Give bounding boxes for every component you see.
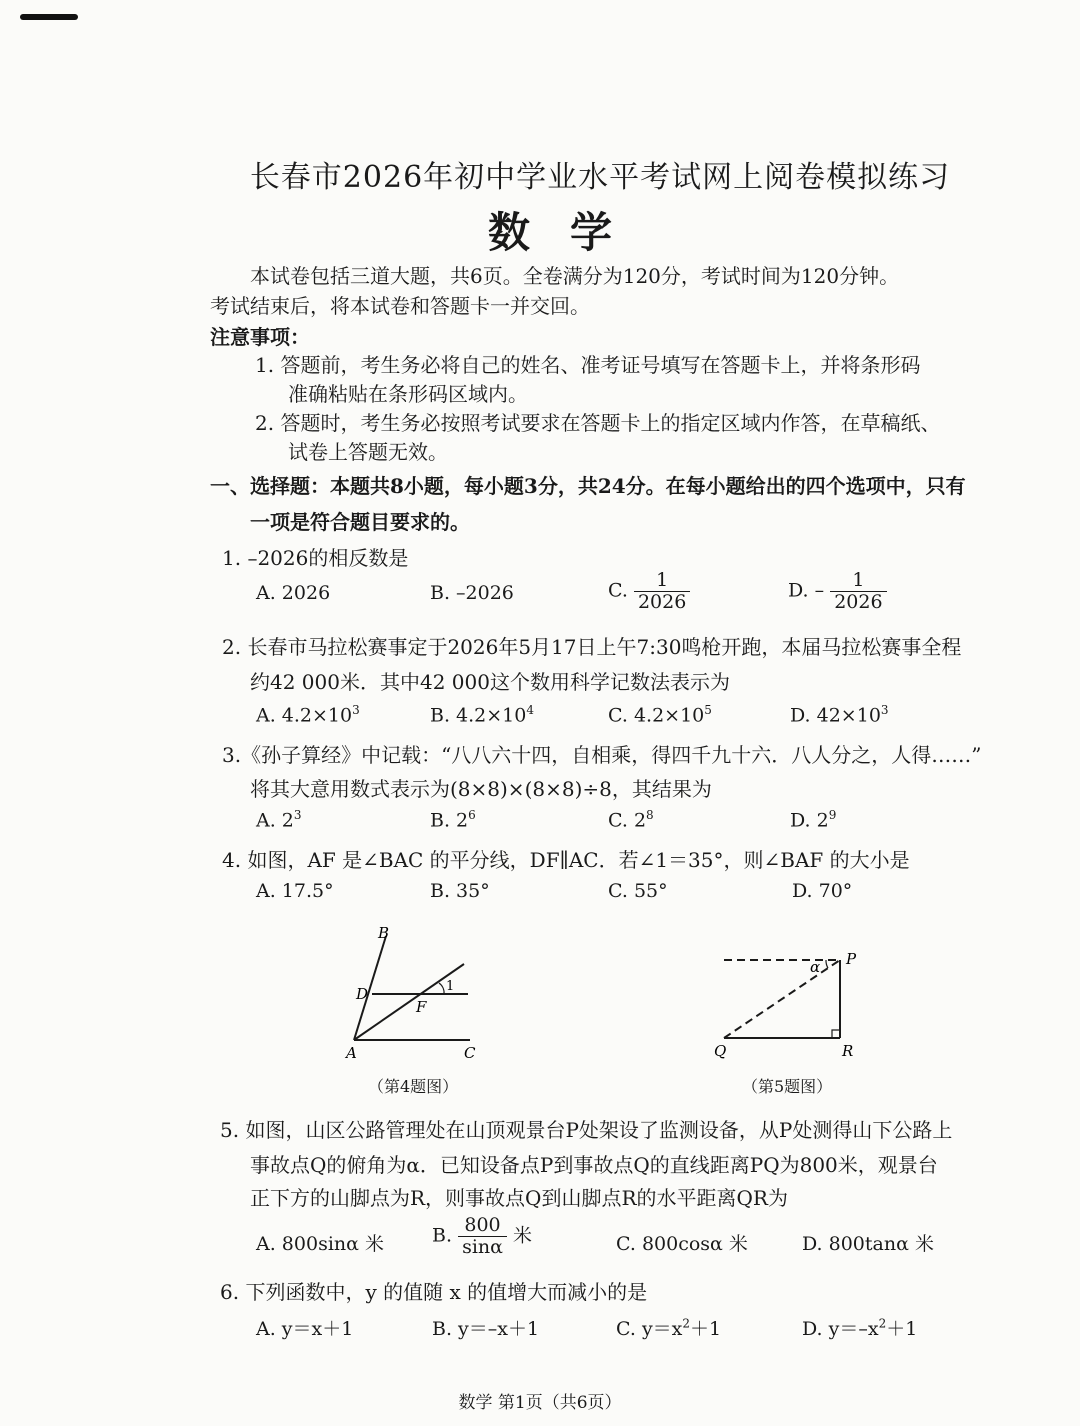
- figure-5: [710, 940, 870, 1060]
- label-alpha: α: [810, 958, 821, 976]
- q4-option-a: A. 17.5°: [256, 880, 334, 902]
- intro-line-1: 本试卷包括三道大题，共6页。全卷满分为120分，考试时间为120分钟。: [250, 264, 900, 288]
- section-1-heading-cont: 一项是符合题目要求的。: [250, 510, 470, 534]
- q2-option-a: [256, 703, 360, 726]
- exam-title: 长春市2026年初中学业水平考试网上阅卷模拟练习: [249, 160, 951, 195]
- label-b: B: [378, 924, 390, 942]
- q3-option-c: [608, 808, 654, 831]
- option-exponent: 3: [352, 703, 360, 717]
- q1-option-c: [608, 570, 690, 613]
- label-d: D: [356, 985, 369, 1003]
- q6-option-a: A. y＝x＋1: [256, 1318, 354, 1340]
- fraction-numerator: 800: [458, 1215, 507, 1237]
- q1-option-a: A. 2026: [256, 582, 331, 604]
- q6-stem: 6. 下列函数中，y 的值随 x 的值增大而减小的是: [220, 1280, 648, 1304]
- q2-stem-1: 2. 长春市马拉松赛事定于2026年5月17日上午7:30鸣枪开跑，本届马拉松赛事全程: [222, 635, 962, 659]
- q1-option-d: [788, 570, 887, 613]
- q4-stem: 4. 如图，AF 是∠BAC 的平分线，DF∥AC．若∠1＝35°，则∠BAF 的大小是: [222, 848, 910, 872]
- q5-stem-3: 正下方的山脚点为R，则事故点Q到山脚点R的水平距离QR为: [250, 1186, 788, 1210]
- q5-stem-2: 事故点Q的俯角为α．已知设备点P到事故点Q的直线距离PQ为800米，观景台: [250, 1153, 938, 1177]
- q3-option-a: [256, 808, 302, 831]
- option-base: A. 4.2×10: [256, 704, 353, 727]
- q5-option-b-fraction: [458, 1215, 507, 1258]
- option-exponent: 6: [468, 808, 476, 822]
- fraction-numerator: 1: [830, 570, 886, 592]
- option-exponent: 3: [880, 703, 889, 717]
- q5-stem-1: 5. 如图，山区公路管理处在山顶观景台P处架设了监测设备，从P处测得山下公路上: [220, 1118, 953, 1142]
- intro-line-2: 考试结束后，将本试卷和答题卡一并交回。: [210, 294, 590, 318]
- q3-option-b: [430, 808, 476, 831]
- q1-option-b: B. –2026: [430, 582, 514, 604]
- q1-option-d-fraction: [830, 570, 886, 613]
- q6-option-c: [616, 1314, 721, 1341]
- q1-stem: 1. –2026的相反数是: [222, 546, 409, 570]
- notice-2-line-b: 试卷上答题无效。: [288, 440, 448, 464]
- notice-heading: 注意事项：: [210, 325, 310, 349]
- option-base: D. 2: [790, 809, 829, 832]
- figure-4: [340, 920, 500, 1065]
- q2-option-d: [790, 703, 889, 726]
- line-af: [354, 964, 464, 1040]
- q2-option-c: [608, 703, 712, 726]
- subject-title: 数学: [487, 208, 652, 257]
- q3-option-d: [790, 808, 836, 831]
- q4-option-d: D. 70°: [792, 880, 853, 902]
- right-angle-mark: [832, 1030, 840, 1038]
- q5-option-b: [432, 1215, 532, 1258]
- label-r: R: [842, 1042, 854, 1060]
- notice-1-line-b: 准确粘贴在条形码区域内。: [288, 382, 528, 406]
- q4-option-b: B. 35°: [430, 880, 490, 902]
- option-base: C. 2: [608, 809, 647, 832]
- option-base: C. 4.2×10: [608, 704, 705, 727]
- figure-4-caption: （第4题图）: [368, 1077, 459, 1096]
- option-base: A. 2: [256, 809, 294, 832]
- q3-stem-2: 将其大意用数式表示为(8×8)×(8×8)÷8，其结果为: [250, 777, 712, 801]
- notice-1-line-a: 1. 答题前，考生务必将自己的姓名、准考证号填写在答题卡上，并将条形码: [255, 353, 921, 377]
- angle-1-arc: [439, 983, 444, 994]
- q5-option-b-unit: 米: [513, 1224, 533, 1247]
- fraction-numerator: 1: [634, 570, 690, 592]
- fraction-denominator: sinα: [462, 1235, 503, 1258]
- label-q: Q: [714, 1042, 727, 1060]
- angle-alpha-arc: [826, 960, 828, 968]
- q5-option-c: C. 800cosα 米: [616, 1233, 748, 1255]
- q3-stem-1: 3.《孙子算经》中记载：“八八六十四，自相乘，得四千九十六．八人分之，人得……”: [222, 743, 982, 767]
- q4-option-c: C. 55°: [608, 880, 668, 902]
- option-exponent: 5: [704, 703, 712, 717]
- option-exponent: 2: [878, 1316, 887, 1331]
- label-p: P: [846, 950, 857, 968]
- q1-option-c-fraction: [634, 570, 690, 613]
- option-base: D. y＝–x: [802, 1318, 879, 1340]
- corner-mark: [20, 14, 78, 20]
- option-tail: ＋1: [690, 1318, 722, 1340]
- label-c: C: [464, 1044, 476, 1062]
- option-base: B. 4.2×10: [430, 704, 527, 727]
- line-pq: [724, 960, 840, 1038]
- notice-2-line-a: 2. 答题时，考生务必按照考试要求在答题卡上的指定区域内作答，在草稿纸、: [255, 411, 941, 435]
- q2-option-b: [430, 703, 534, 726]
- q5-option-b-label: B.: [432, 1224, 453, 1247]
- option-base: C. y＝x: [616, 1318, 683, 1340]
- page-footer: 数学 第1页（共6页）: [458, 1393, 622, 1413]
- option-tail: ＋1: [886, 1318, 918, 1340]
- option-exponent: 9: [828, 808, 837, 822]
- figure-5-caption: （第5题图）: [742, 1077, 833, 1096]
- q6-option-b: B. y＝–x＋1: [432, 1318, 540, 1340]
- q1-option-d-label: D. –: [788, 579, 825, 602]
- option-base: B. 2: [430, 809, 469, 832]
- option-base: D. 42×10: [790, 704, 881, 727]
- label-f: F: [416, 998, 427, 1016]
- option-exponent: 8: [646, 808, 654, 822]
- label-a: A: [346, 1044, 357, 1062]
- section-1-heading: 一、选择题：本题共8小题，每小题3分，共24分。在每小题给出的四个选项中，只有: [210, 474, 966, 498]
- q6-option-d: [802, 1314, 917, 1341]
- option-exponent: 3: [293, 808, 302, 822]
- q5-option-a: A. 800sinα 米: [256, 1233, 384, 1255]
- option-exponent: 4: [526, 703, 534, 717]
- fraction-denominator: 2026: [834, 590, 883, 613]
- option-exponent: 2: [682, 1316, 691, 1331]
- q2-stem-2: 约42 000米．其中42 000这个数用科学记数法表示为: [250, 670, 730, 694]
- label-angle-1: 1: [446, 979, 455, 994]
- q5-option-d: D. 800tanα 米: [802, 1233, 934, 1255]
- fraction-denominator: 2026: [637, 590, 687, 613]
- q1-option-c-label: C.: [608, 579, 628, 602]
